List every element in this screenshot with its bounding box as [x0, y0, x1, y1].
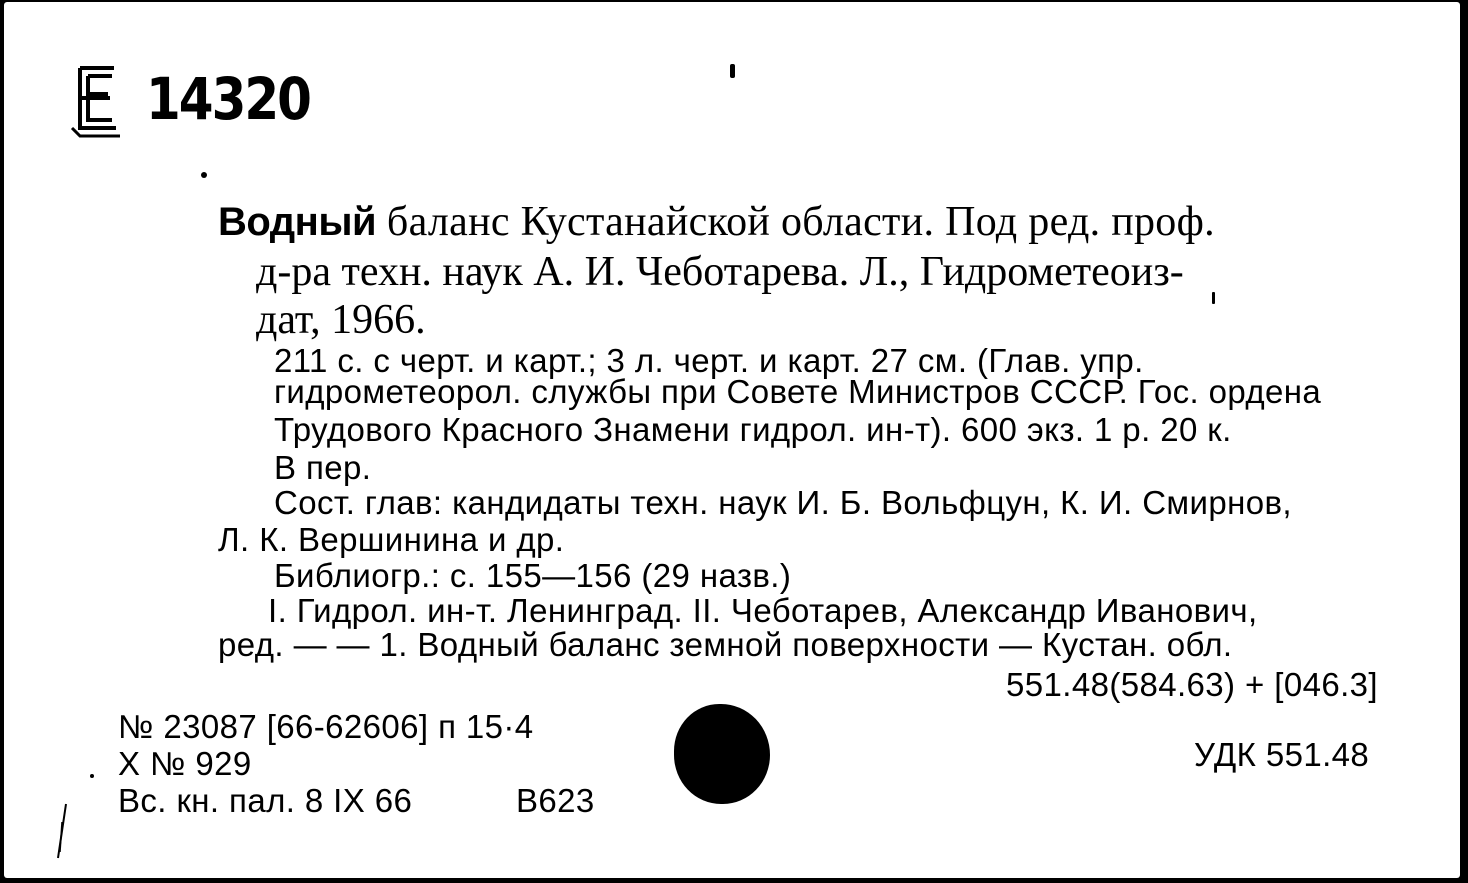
description-line: гидрометеорол. службы при Совете Министров СССР. Гос. ордена [274, 373, 1322, 410]
stamp-letter-e-icon [68, 64, 128, 140]
description-line: В пер. [274, 449, 372, 486]
description-line: 211 с. с черт. и карт.; 3 л. черт. и карт. 27 см. (Глав. упр. [274, 342, 1144, 379]
bibliography-line: Библиогр.: с. 155—156 (29 назв.) [274, 557, 792, 594]
publisher-line: дат, 1966. [256, 297, 426, 343]
pencil-mark-icon [52, 802, 72, 862]
library-stamp [68, 64, 310, 142]
ink-blot [674, 704, 770, 804]
ink-dot [90, 774, 94, 778]
x-number: Х № 929 [118, 745, 252, 782]
ink-mark [730, 64, 735, 78]
ink-dot [201, 172, 207, 178]
chamber-note: Вс. кн. пал. 8 IX 66 [118, 782, 413, 819]
stamp-number: 14320 [146, 66, 310, 133]
udk-code: УДК 551.48 [1194, 736, 1370, 773]
classification-code: 551.48(584.63) + [046.3] [1006, 666, 1378, 703]
card-code: В623 [516, 782, 595, 819]
subject-line: ред. — — 1. Водный баланс земной поверхности — Кустан. обл. [218, 626, 1233, 663]
subject-line: I. Гидрол. ин-т. Ленинград. II. Чеботарев, Александр Иванович, [268, 592, 1258, 629]
record-number: № 23087 [66-62606] п 15·4 [118, 708, 534, 745]
catalog-card [4, 2, 1460, 878]
description-line: Трудового Красного Знамени гидрол. ин-т). 600 экз. 1 р. 20 к. [274, 411, 1232, 448]
title-line [218, 198, 1215, 246]
title-line-2: д-ра техн. наук А. И. Чеботарева. Л., Гидрометеоиз- [256, 249, 1184, 295]
title-rest: баланс Кустанайской области. Под ред. проф. [376, 199, 1215, 245]
title-bold: Водный [218, 200, 377, 244]
compilers-line: Сост. глав: кандидаты техн. наук И. Б. Вольфцун, К. И. Смирнов, [274, 484, 1292, 521]
ink-mark [1212, 292, 1215, 304]
compilers-line: Л. К. Вершинина и др. [218, 521, 565, 558]
